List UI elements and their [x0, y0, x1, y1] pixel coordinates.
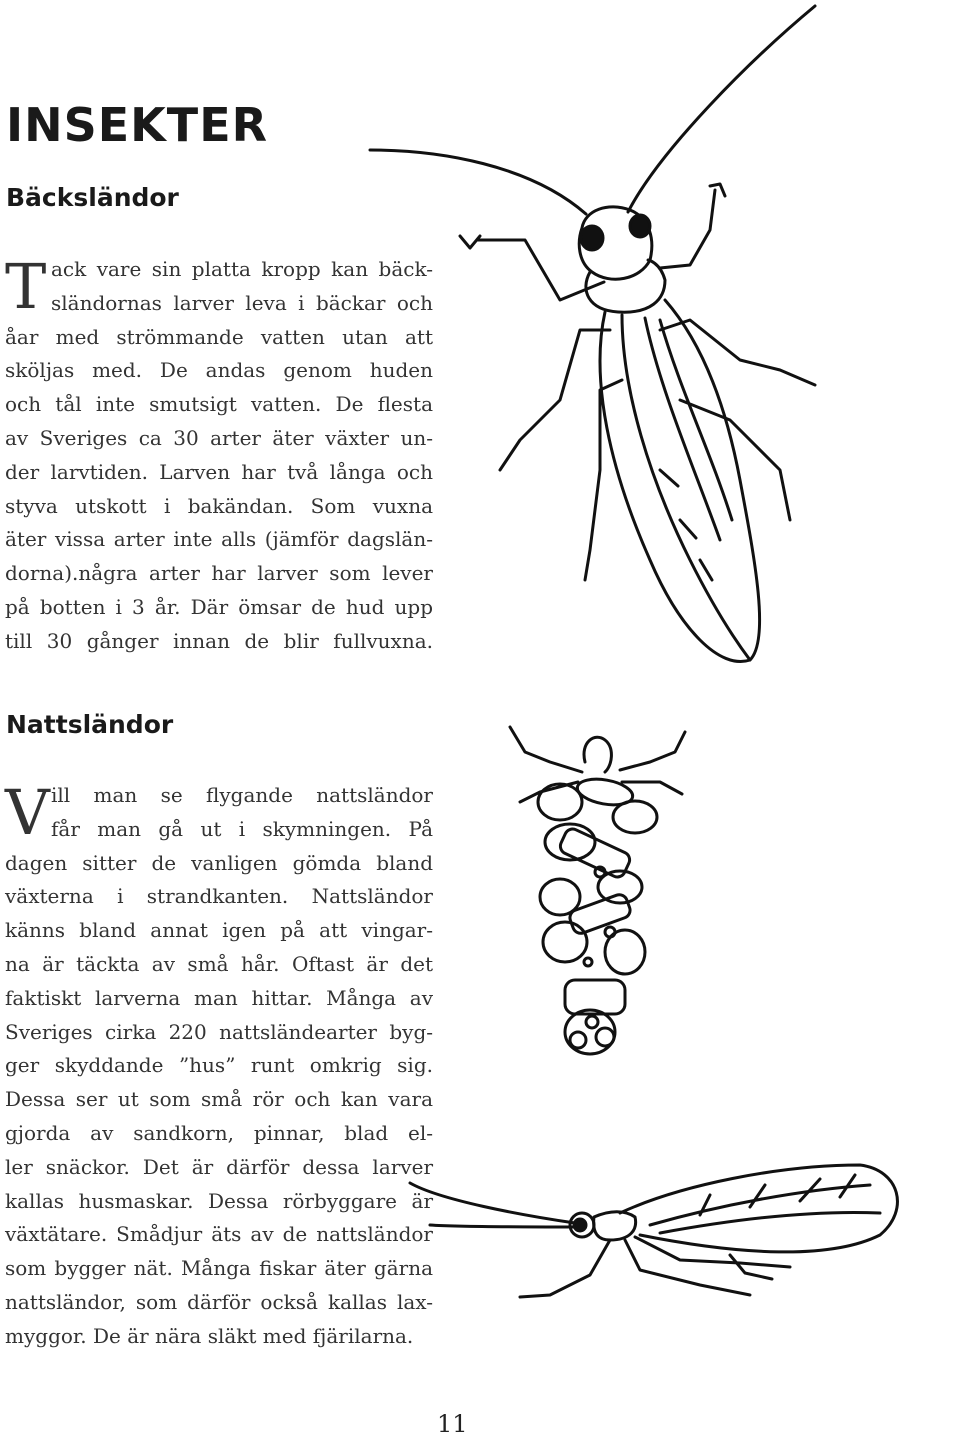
text-line: växterna i strandkanten. Nattsländor — [5, 884, 433, 909]
text-line: ill man se flygande nattsländor — [51, 783, 433, 807]
text-line: der larvtiden. Larven har två långa och — [5, 459, 433, 484]
text-line: na är täckta av små hår. Oftast är det — [5, 951, 433, 976]
text-line: dagen sitter de vanligen gömda bland — [5, 850, 433, 875]
text-line: myggor. De är nära släkt med fjärilarna. — [5, 1323, 414, 1348]
text-line: ack vare sin platta kropp kan bäck- — [51, 257, 433, 281]
text-line: Dessa ser ut som små rör och kan vara — [5, 1087, 433, 1112]
text-line: styva utskott i bakändan. Som vuxna — [5, 493, 433, 518]
section-heading-nattslandor: Nattsländor — [6, 710, 174, 739]
text-line: kallas husmaskar. Dessa rörbyggare är — [5, 1188, 433, 1213]
paragraph-nattslandor — [5, 776, 433, 1354]
text-line: faktiskt larverna man hittar. Många av — [5, 985, 433, 1010]
text-line: sländornas larver leva i bäckar och — [51, 290, 433, 315]
caddisfly-larva-case-illustration — [500, 722, 700, 1072]
page-title: INSEKTER — [6, 98, 269, 152]
section-heading-backslandor: Bäcksländor — [6, 183, 179, 212]
text-line: får man gå ut i skymningen. På — [51, 816, 433, 841]
text-line: på botten i 3 år. Där ömsar de hud upp — [5, 594, 433, 619]
text-line: äter vissa arter inte alls (jämför dagslän- — [5, 527, 433, 552]
text-line: till 30 gånger innan de blir fullvuxna. — [5, 628, 433, 653]
dropcap: V — [5, 776, 50, 849]
text-line: av Sveriges ca 30 arter äter växter un- — [5, 425, 433, 450]
text-line: ler snäckor. Det är därför dessa larver — [5, 1154, 433, 1179]
text-line: växtätare. Smådjur äts av de nattsländor — [5, 1222, 433, 1247]
text-line: nattsländor, som därför också kallas lax- — [5, 1289, 433, 1314]
text-line: känns bland annat igen på att vingar- — [5, 918, 433, 943]
text-line: dorna).några arter har larver som lever — [5, 561, 433, 586]
page-number: 11 — [437, 1410, 468, 1438]
text-line: och tål inte smutsigt vatten. De flesta — [5, 392, 433, 417]
text-line: Sveriges cirka 220 nattsländearter byg- — [5, 1019, 433, 1044]
caddisfly-adult-illustration — [400, 1155, 920, 1305]
dropcap: T — [5, 250, 47, 323]
text-line: gjorda av sandkorn, pinnar, blad el- — [5, 1120, 433, 1145]
text-line: ger skyddande ”hus” runt omkrig sig. — [5, 1053, 433, 1078]
text-line: som bygger nät. Många fiskar äter gärna — [5, 1256, 433, 1281]
text-line: sköljas med. De andas genom huden — [5, 358, 433, 383]
text-line: åar med strömmande vatten utan att — [5, 324, 433, 349]
paragraph-backslandor — [5, 250, 433, 659]
